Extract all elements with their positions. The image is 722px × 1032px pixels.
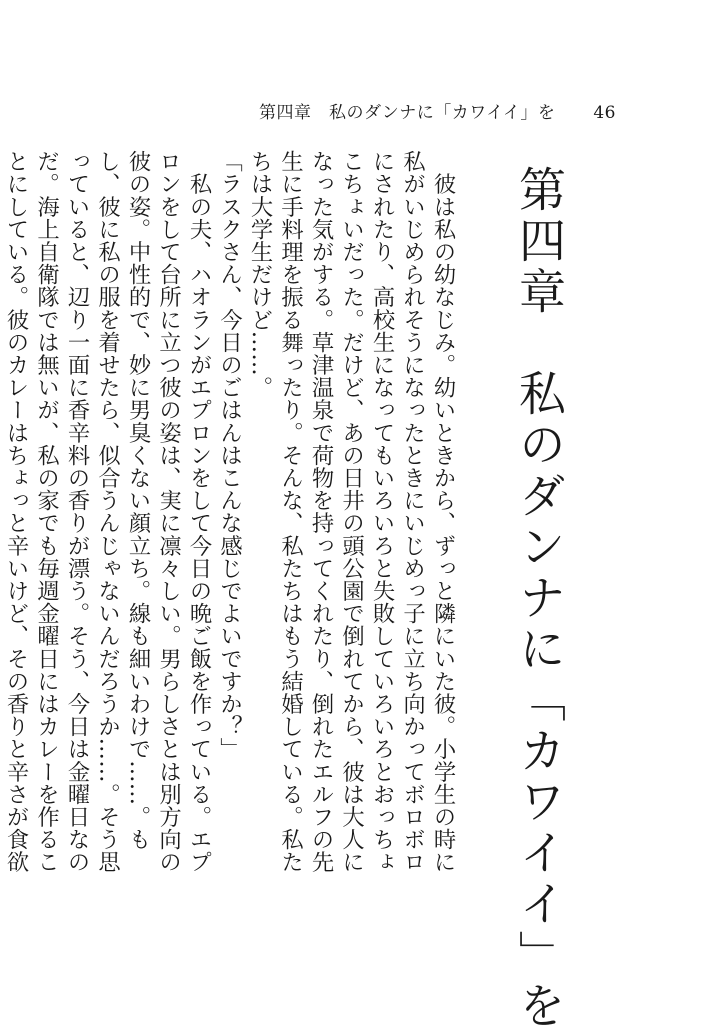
paragraph-2: 「ラスクさん、今日のごはんはこんな感じでよいですか？」 — [216, 150, 243, 761]
chapter-title: 第四章 私のダンナに「カワイイ」を — [511, 165, 566, 1032]
running-head-chapter: 第四章 私のダンナに「カワイイ」を — [259, 103, 556, 123]
body-text — [3, 150, 458, 890]
running-head — [259, 98, 616, 123]
paragraph-3: 私の夫、ハオランがエプロンをして今日の晩ご飯を作っている。エプロンをして台所に立つ彼の姿は、実に凛々しい。男らしさとは別方向の彼の姿。中性的で、妙に男臭くない顔立ち。線も細いわけで……。もし、彼に私の服を着せたら、似合うんじゃないんだろうか……。そう思っていると、辺り一面に香辛料の香りが漂う。そう、今日は金曜日なのだ。海上自衛隊では無いが、私の家でも毎週金曜日にはカレーを作ることにしている。彼のカレーはちょっと辛いけど、その香りと辛さが食欲 — [3, 150, 212, 874]
page-number: 46 — [593, 103, 616, 123]
paragraph-1: 彼は私の幼なじみ。幼いときから、ずっと隣にいた彼。小学生の時に私がいじめられそうになったときにいじめっ子に立ち向かってボロボロにされたり、高校生になってもいろいろと失敗していろいろとおっちょこちょいだった。だけど、あの日井の頭公園で倒れてから、彼は大人になった気がする。草津温泉で荷物を持ってくれたり、倒れたエルフの先生に手料理を振る舞ったり。そんな、私たちはもう結婚している。私たちは大学生だけど……。 — [247, 150, 456, 874]
